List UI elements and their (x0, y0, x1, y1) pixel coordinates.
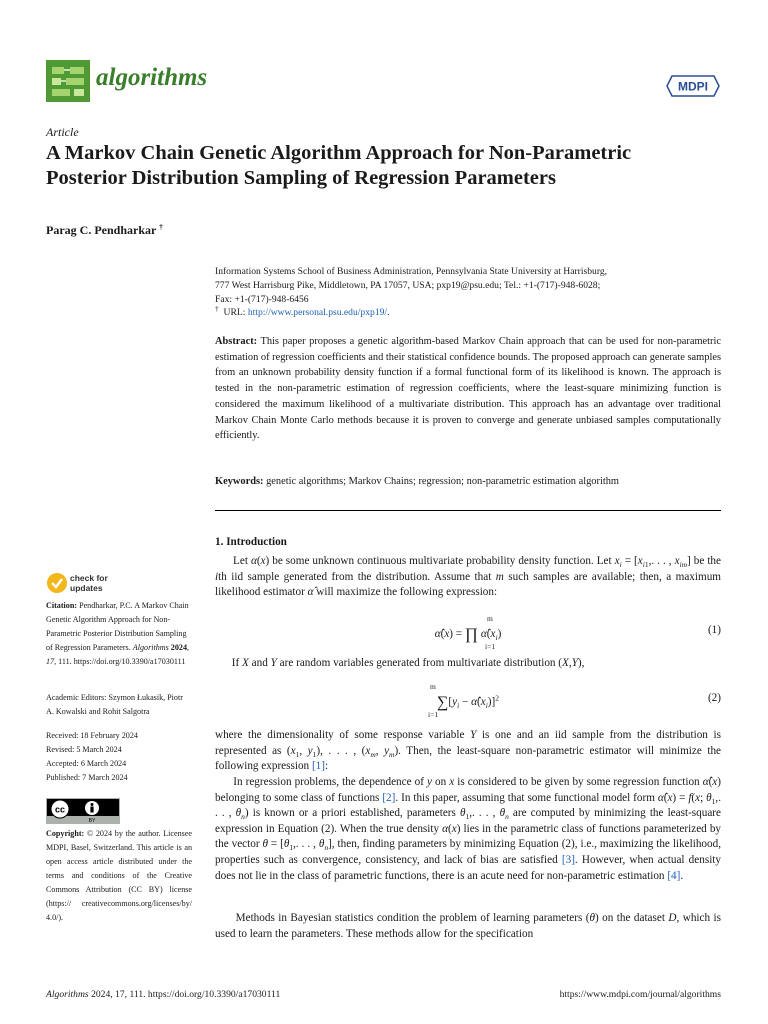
copyright-block (46, 827, 192, 925)
ref-1-link[interactable]: [1] (311, 760, 325, 773)
check-for-updates-badge[interactable] (46, 571, 116, 595)
intro-paragraph-5: Methods in Bayesian statistics condition the problem of learning parameters (θ) on the dataset D, which is used to learn the parameters. These methods allow for the specification (215, 912, 721, 940)
citation-volume: 17 (46, 657, 55, 666)
url-end: . (387, 307, 390, 318)
cc-by-license-badge[interactable] (46, 798, 120, 824)
affiliation-line-2: 777 West Harrisburg Pike, Middletown, PA 17057, USA; pxp19@psu.edu; Tel.: +1-(717)-948-6028; (215, 280, 601, 291)
cc-text: cc (54, 804, 66, 815)
by-text: BY (88, 818, 96, 824)
journal-name: algorithms (96, 64, 208, 91)
equation-2-body: $\sum[y_i$ − $\alphâ(x_i)]^2$ (437, 693, 499, 711)
article-type: Article (46, 125, 79, 139)
citation-label: Citation: (46, 601, 78, 610)
copyright-text: © 2024 by the author. Licensee MDPI, Basel, Switzerland. This article is an open access article distributed under the terms and conditions of the Creative Commons Attribution (CC BY) license (https:// creativecommons.org/licenses/by/ 4.0/). (46, 829, 193, 922)
abstract-divider (215, 510, 721, 511)
paper-title: A Markov Chain Genetic Algorithm Approach for Non-Parametric Posterior Distribution Sampling of Regression Parameters (46, 142, 632, 189)
intro-paragraph-1: Let α(x) be some unknown continuous multivariate probability density function. Let $x_i = [x_{i1}$,. . . , $x_{im}$] be the ith iid sample generated from the distribution. Assume that m such samples are available; then, a maximum likelihood estimator α̂ will maximize the following expression: (215, 555, 721, 599)
keywords-label: Keywords: (215, 476, 264, 487)
editors-block (46, 691, 192, 719)
mdpi-logo-text: MDPI (678, 79, 708, 94)
equation-1: α̂(x) = ∏ $\alphâ(x_i)$ m i=1 (1) (215, 616, 721, 646)
equation-1-body: α̂(x) = ∏ $\alphâ(x_i)$ (434, 626, 502, 643)
citation-year: 2024 (170, 643, 187, 652)
author-name: Parag C. Pendharkar (46, 223, 157, 237)
citation-text: Pendharkar, P.C. A Markov Chain Genetic Algorithm Approach for Non-Parametric Posterior Distribution Sampling of Regression Parameters. (46, 601, 189, 652)
keywords (215, 476, 721, 487)
footer-journal-url[interactable]: https://www.mdpi.com/journal/algorithms (559, 989, 721, 1000)
affiliation-line-3: Fax: +1-(717)-948-6456 (215, 294, 309, 305)
equation-1-number: (1) (707, 624, 721, 636)
footer-citation-text[interactable]: 2024, 17, 111. https://doi.org/10.3390/a17030111 (91, 989, 281, 1000)
received-date: Received: 18 February 2024 (46, 731, 138, 740)
intro-paragraph-4: In regression problems, the dependence of y on x is considered to be given by some regression function α̂(x) belonging to some class of functions [2]. In this paper, assuming that some functional model form α̂(x) = f(x; $\theta_1$,. . . , $\theta_n$) is known or a priori established, parameters $\theta_1$,. . . , $\theta_n$ are computed by minimizing the least-square expression in Equation (2). When the true density α(x) lies in the parametric class of functions parameterized by the vector $\theta = [\theta_1$,. . . , $\theta_n$], then, finding parameters by minimizing Equation (2), i.e., maximizing the likelihood, properties such as convergence, consistency, and lack of bias are satisfied [3]. However, when actual density does not lie in the class of parametric functions, there is an acute need for non-parametric estimation [4]. (215, 776, 722, 882)
intro-paragraph-3: where the dimensionality of some response variable Y is one and an iid sample from the distribution is represented as ($x_1$, $y_1$), . . . , ($x_m$, $y_m$). Then, the least-square non-parametric estimator will minimize the following expression [1]: (215, 729, 722, 773)
affiliation-line-1: Information Systems School of Business Administration, Pennsylvania State University at Harrisburg, (215, 266, 608, 277)
citation-block: Citation: Pendharkar, P.C. A Markov Chain Genetic Algorithm Approach for Non-Parametric Posterior Distribution Sampling of Regression Parameters. Algorithms 2024, 17, 111. https://doi.org/10.3390/a17030111 (46, 601, 190, 666)
abstract-label: Abstract: (215, 336, 258, 347)
intro-paragraph-2: If X and Y are random variables generated from multivariate distribution (X,Y), (215, 657, 585, 669)
citation-doi[interactable]: https://doi.org/10.3390/a17030111 (73, 657, 186, 666)
journal-logo (46, 60, 90, 102)
author-url-line (215, 303, 725, 320)
author-url-link[interactable]: http://www.personal.psu.edu/pxp19/ (247, 307, 388, 318)
accepted-date: Accepted: 6 March 2024 (46, 759, 127, 768)
citation-journal: Algorithms (132, 643, 169, 652)
editors-names: Szymon Łukasik, Piotr A. Kowalski and Rohit Salgotra (46, 693, 183, 716)
copyright-label: Copyright: (46, 829, 85, 838)
equation-2: $\sum[y_i$ − $\alphâ(x_i)]^2$ m i=1 (2) (215, 684, 721, 714)
url-mark: † (215, 303, 219, 313)
abstract (215, 334, 721, 444)
author-line (46, 223, 163, 238)
author-mark: † (159, 222, 163, 231)
keywords-text: genetic algorithms; Markov Chains; regression; non-parametric estimation algorithm (266, 476, 619, 487)
revised-date: Revised: 5 March 2024 (46, 745, 122, 754)
published-date: Published: 7 March 2024 (46, 773, 128, 782)
equation-2-number: (2) (707, 692, 721, 704)
check-updates-line-1: check for (70, 573, 108, 583)
footer-citation (46, 989, 280, 1000)
ref-2-link[interactable]: [2] (382, 791, 396, 804)
check-updates-line-2: updates (70, 583, 103, 593)
ref-3-link[interactable]: [3] (561, 853, 575, 866)
section-heading: 1. Introduction (215, 536, 287, 548)
editors-label: Academic Editors: (46, 693, 107, 702)
mdpi-logo[interactable] (666, 72, 720, 100)
url-label: URL: (223, 307, 246, 318)
ref-4-link[interactable]: [4] (667, 869, 681, 882)
footer-journal: Algorithms (46, 989, 89, 1000)
citation-pages: , 111. (54, 657, 72, 666)
abstract-text: This paper proposes a genetic algorithm-based Markov Chain approach that can be used for non-parametric estimation of regression coefficients and their statistical confidence bounds. The proposed approach can generate samples from an unknown probability density function if a formal functional form of its likelihood is known. The approach is tested in the non-parametric estimation of regression coefficients, where the least-square minimizing function is considered the maximum likelihood of a multivariate distribution. This approach has an advantage over traditional Markov Chain Monte Carlo methods because it is proven to converge and generate unbiased samples computationally efficiently. (215, 336, 721, 442)
